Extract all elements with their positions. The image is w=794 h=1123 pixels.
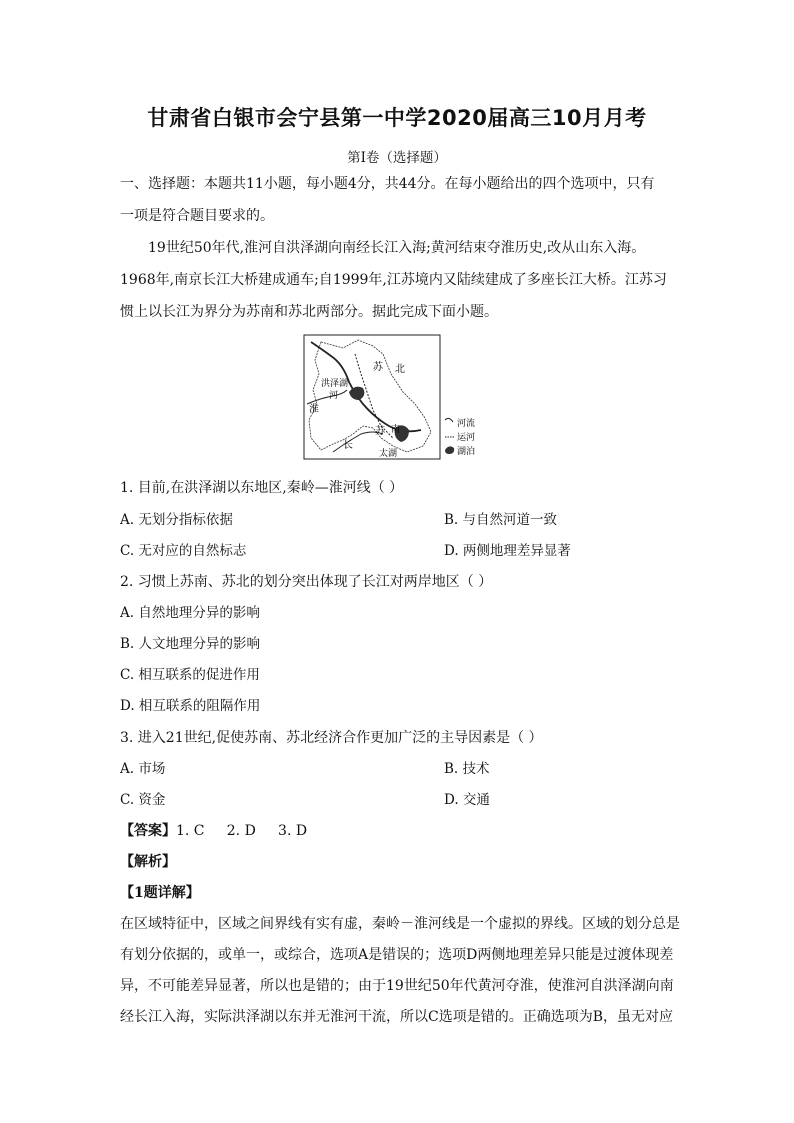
- answer-text: 1. C 2. D 3. D: [176, 823, 308, 839]
- page-title: 甘肃省白银市会宁县第一中学2020届高三10月月考: [147, 106, 647, 130]
- map-label-taihu: 太湖: [379, 449, 398, 459]
- map-label-sunan-1: 苏: [375, 426, 385, 437]
- question-2-option-a: A. 自然地理分异的影响: [120, 605, 260, 621]
- question-3-option-c: C. 资金: [120, 792, 166, 808]
- explanation-line-4: 经长江入海，实际洪泽湖以东并无淮河干流，所以C选项是错的。正确选项为B，虽无对应: [120, 1009, 673, 1025]
- answer-label: 【答案】: [120, 823, 176, 839]
- question-2-stem: 2. 习惯上苏南、苏北的划分突出体现了长江对两岸地区（ ）: [120, 574, 493, 590]
- analysis-label: 【解析】: [120, 854, 176, 870]
- question-3-stem: 3. 进入21世纪,促使苏南、苏北经济合作更加广泛的主导因素是（ ）: [120, 730, 543, 746]
- legend-lake-icon: [445, 446, 454, 454]
- question-2-option-b: B. 人文地理分异的影响: [120, 636, 261, 652]
- section-heading: 第I卷（选择题）: [347, 150, 447, 166]
- map-label-subei-1: 苏: [373, 362, 383, 373]
- question-1-option-a: A. 无划分指标依据: [120, 512, 233, 528]
- legend-river: 河流: [457, 419, 476, 429]
- question-3-option-b: B. 技术: [444, 761, 490, 777]
- legend-river-icon: [445, 418, 453, 422]
- question-2-option-d: D. 相互联系的阻隔作用: [120, 698, 261, 714]
- passage-line-1: 19世纪50年代,淮河自洪泽湖向南经长江入海;黄河结束夺淮历史,改从山东入海。: [148, 240, 646, 256]
- map-label-sunan-2: 南: [391, 425, 401, 435]
- map-label-chang: 长: [343, 440, 353, 451]
- question-1-detail-label: 【1题详解】: [120, 885, 200, 901]
- explanation-line-1: 在区域特征中，区域之间界线有实有虚，秦岭－淮河线是一个虚拟的界线。区域的划分总是: [120, 916, 680, 932]
- instructions-line-2: 一项是符合题目要求的。: [120, 208, 274, 224]
- answer-line: [120, 821, 680, 841]
- map-label-hongze-2: 河: [329, 391, 339, 401]
- instructions-line-1: 一、选择题：本题共11小题，每小题4分，共44分。在每小题给出的四个选项中，只有: [120, 176, 655, 192]
- question-1-option-d: D. 两侧地理差异显著: [444, 543, 571, 559]
- question-3-option-a: A. 市场: [120, 761, 166, 777]
- question-1-stem: 1. 目前,在洪泽湖以东地区,秦岭—淮河线（ ）: [120, 480, 404, 496]
- jiangsu-map-figure: [303, 334, 483, 460]
- map-label-huai: 淮: [309, 404, 319, 415]
- explanation-line-2: 有划分依据的，或单一，或综合，选项A是错误的；选项D两侧地理差异只能是过渡体现差: [120, 947, 674, 963]
- map-label-hongze-1: 洪泽湖: [321, 379, 349, 389]
- passage-line-2: 1968年,南京长江大桥建成通车;自1999年,江苏境内又陆续建成了多座长江大桥。江苏习: [120, 272, 667, 288]
- explanation-line-3: 异，不可能差异显著，所以也是错的；由于19世纪50年代黄河夺淮，使淮河自洪泽湖向南: [120, 978, 674, 994]
- question-3-option-d: D. 交通: [444, 792, 490, 808]
- map-label-subei-2: 北: [395, 364, 405, 375]
- question-1-option-b: B. 与自然河道一致: [444, 512, 558, 528]
- legend-canal: 运河: [457, 433, 476, 443]
- legend-lake: 湖泊: [457, 447, 476, 457]
- question-1-option-c: C. 无对应的自然标志: [120, 543, 247, 559]
- passage-line-3: 惯上以长江为界分为苏南和苏北两部分。据此完成下面小题。: [120, 304, 498, 320]
- question-2-option-c: C. 相互联系的促进作用: [120, 667, 260, 683]
